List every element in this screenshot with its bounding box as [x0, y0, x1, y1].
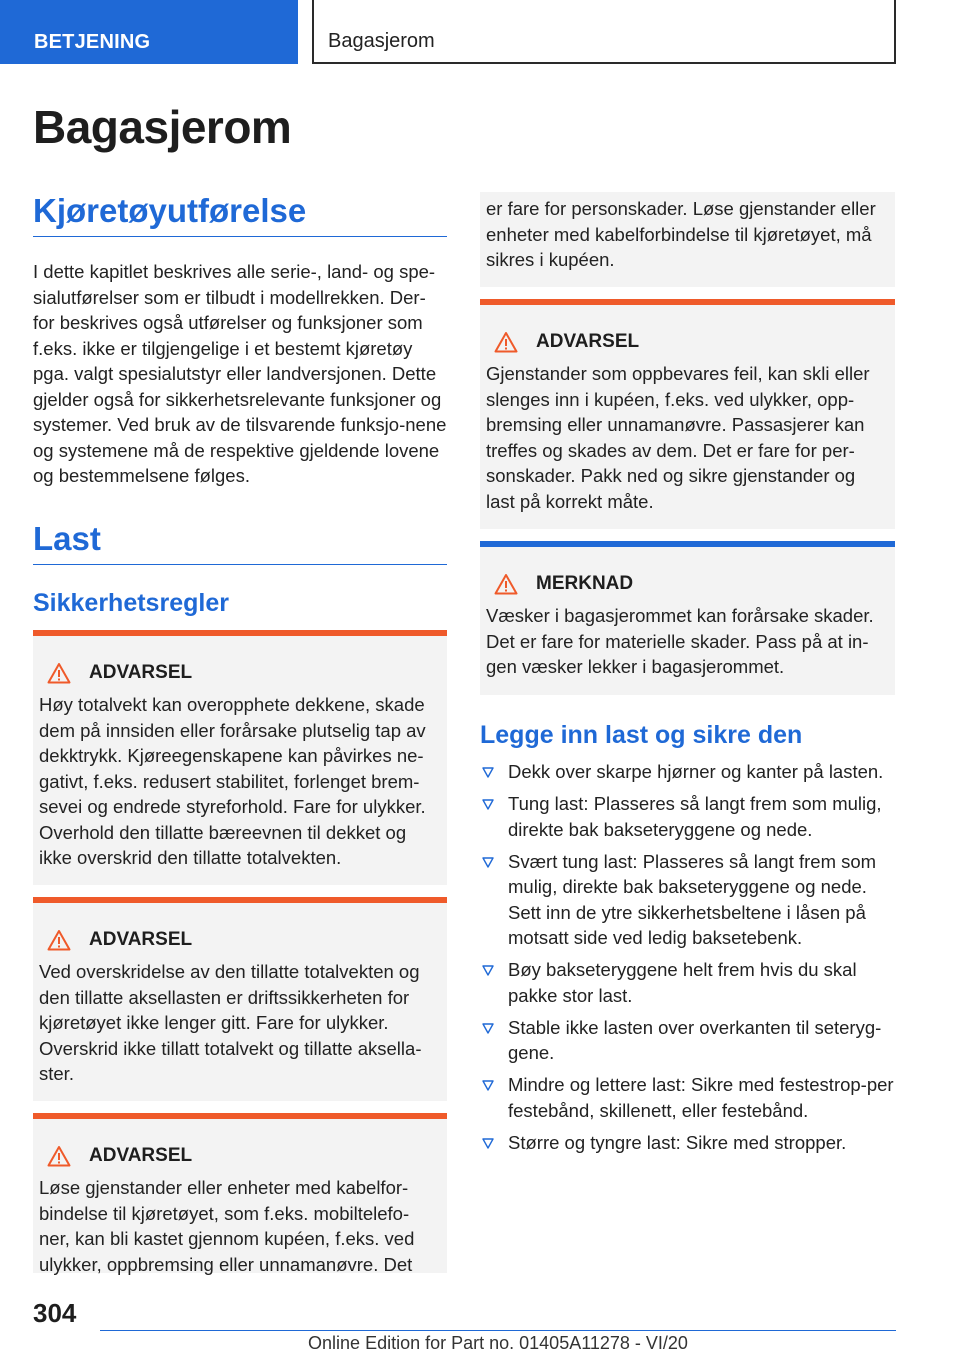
- footer-divider: [100, 1330, 896, 1331]
- warning-triangle-icon: [47, 1145, 71, 1167]
- list-triangle-icon: [482, 965, 494, 976]
- notice-triangle-icon: [494, 573, 518, 595]
- warning-box-3: [33, 1113, 447, 1273]
- warning-box-2: [33, 897, 447, 1101]
- notice-text: Væsker i bagasjerommet kan forårsake skader. Det er fare for materielle skader. Pass på at in-gen væsker lekker i bagasjerommet.: [486, 605, 874, 677]
- list-item: Stable ikke lasten over overkanten til seteryg-gene.: [480, 1015, 895, 1066]
- list-item: Tung last: Plasseres så langt frem som mulig, direkte bak bakseteryggene og nede.: [480, 791, 895, 842]
- section-tab[interactable]: BETJENING: [0, 0, 298, 64]
- warning-title: ADVARSEL: [47, 925, 439, 955]
- list-item: Mindre og lettere last: Sikre med festestrop-per festebånd, skillenett, eller festebånd.: [480, 1072, 895, 1123]
- warning-text: Gjenstander som oppbevares feil, kan skli eller slenges inn i kupéen, f.eks. ved ulykker, opp-bremsing eller unnamanøvre. Passasjerer kan treffes og skades av dem. Det er fare for per-sonskader. Pakk ned og sikre gjenstander og last på korrekt måte.: [486, 363, 870, 512]
- steps-list: [480, 759, 895, 1162]
- warning-text: er fare for personskader. Løse gjenstander eller enheter med kabelforbindelse til kjøretøyet, må sikres i kupéen.: [486, 198, 876, 270]
- warning-text: Ved overskridelse av den tillatte totalvekten og den tillatte aksellasten er driftssikkerheten for kjøretøyet ikke lenger gitt. Fare for ulykker. Overskrid ikke tillatt totalvekt og tillatte aksella-ster.: [39, 961, 422, 1084]
- notice-box: [480, 541, 895, 695]
- heading-safety-rules: Sikkerhetsregler: [33, 589, 229, 617]
- warning-triangle-icon: [494, 331, 518, 353]
- warning-triangle-icon: [47, 662, 71, 684]
- list-item: Større og tyngre last: Sikre med stropper.: [480, 1130, 895, 1156]
- footer-edition: Online Edition for Part no. 01405A11278 - VI/20: [308, 1333, 688, 1353]
- list-item: Bøy bakseteryggene helt frem hvis du skal pakke stor last.: [480, 957, 895, 1008]
- list-item: Svært tung last: Plasseres så langt frem som mulig, direkte bak bakseteryggene og nede. Sett inn de ytre sikkerhetsbeltene i låsen på motsatt side ved ledig baksetebenk.: [480, 849, 895, 951]
- list-triangle-icon: [482, 799, 494, 810]
- warning-text: Løse gjenstander eller enheter med kabelfor-bindelse til kjøretøyet, som f.eks. mobiltelefo-ner, kan bli kastet gjennom kupéen, f.eks. ved ulykker, oppbremsing eller unnamanøvre. Det: [39, 1177, 415, 1275]
- heading-vehicle-design: Kjøretøyutførelse: [33, 192, 447, 237]
- page-number: 304: [33, 1298, 77, 1328]
- warning-triangle-icon: [47, 929, 71, 951]
- warning-title: ADVARSEL: [47, 1141, 421, 1171]
- page-title: Bagasjerom: [33, 101, 292, 153]
- list-triangle-icon: [482, 1023, 494, 1034]
- heading-load-securing: Legge inn last og sikre den: [480, 721, 803, 749]
- list-triangle-icon: [482, 1138, 494, 1149]
- warning-box-1: [33, 630, 447, 885]
- list-triangle-icon: [482, 857, 494, 868]
- intro-paragraph: I dette kapitlet beskrives alle serie-, land- og spe-sialutførelser som er tilbudt i modellrekken. Der-for beskrives også utførelser og funksjoner som f.eks. ikke er tilgjengelige i et bestemt kjøretøy pga. valgt spesialutstyr eller landversjonen. Dette gjelder også for sikkerhetsrelevante funksjoner og systemer. Ved bruk av de tilsvarende funksjo-nene og systemene må de respektive gjeldende lovene og bestemmelsene følges.: [33, 261, 447, 486]
- list-item: Dekk over skarpe hjørner og kanter på lasten.: [480, 759, 895, 785]
- warning-box-4: [480, 299, 895, 529]
- warning-continuation: [480, 192, 895, 287]
- warning-title: ADVARSEL: [47, 658, 439, 688]
- list-triangle-icon: [482, 767, 494, 778]
- notice-title: MERKNAD: [494, 569, 887, 599]
- warning-text: Høy totalvekt kan overopphete dekkene, skade dem på innsiden eller forårsake plutselig tap av dekktrykk. Kjøreegenskapene kan påvirkes ne-gativt, f.eks. redusert stabilitet, forlenget brem-sevei og endrede styreforhold. Fare for ulykker. Overhold den tillatte bæreevnen til dekket og ikke overskrid den tillatte totalvekten.: [39, 694, 426, 868]
- heading-load: Last: [33, 520, 447, 565]
- warning-title: ADVARSEL: [494, 327, 887, 357]
- list-triangle-icon: [482, 1080, 494, 1091]
- chapter-header: Bagasjerom: [312, 0, 896, 64]
